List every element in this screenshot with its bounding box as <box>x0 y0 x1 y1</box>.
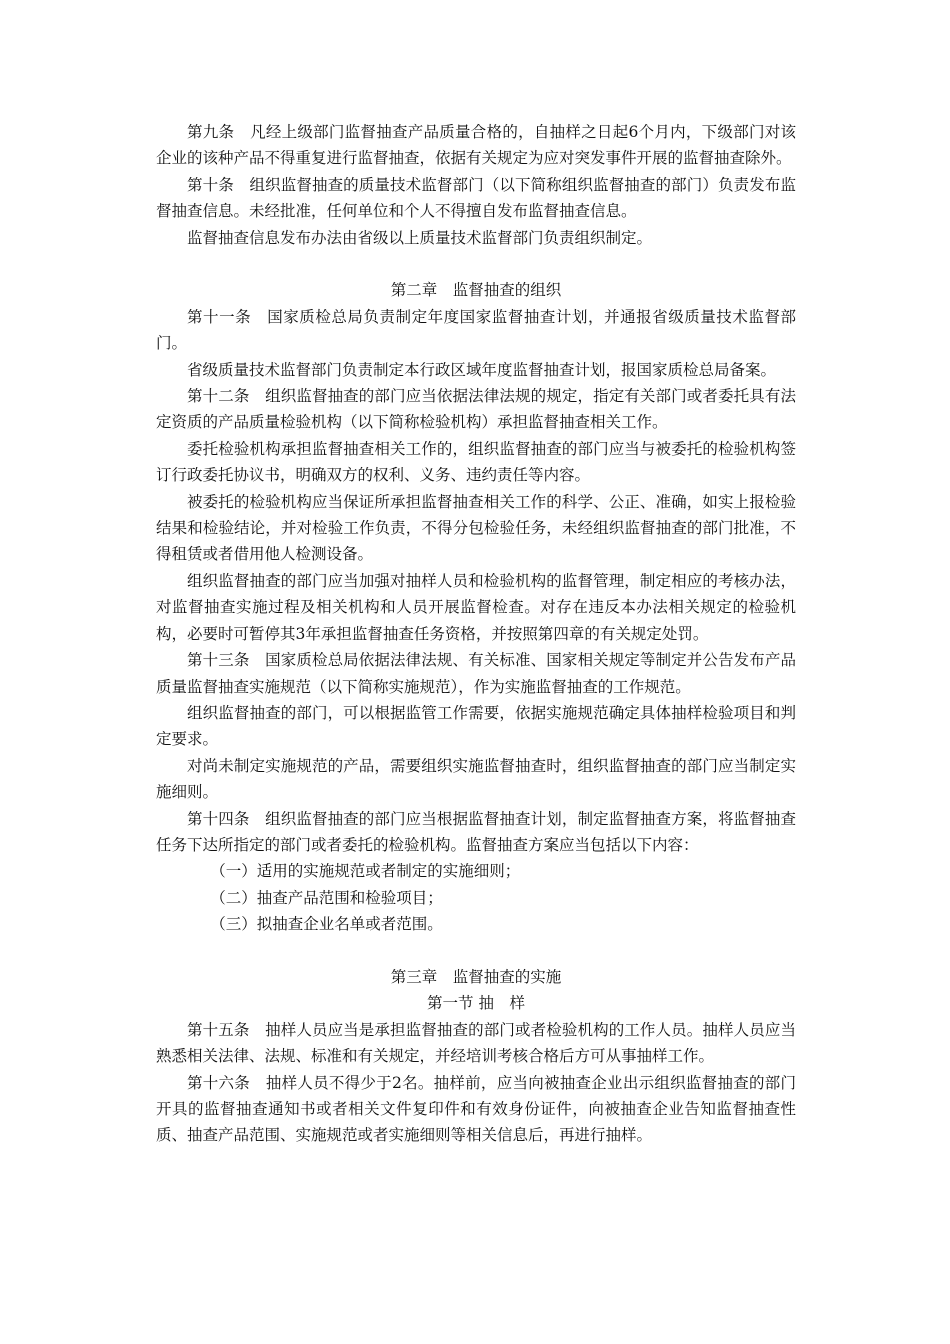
article-15: 第十五条 抽样人员应当是承担监督抽查的部门或者检验机构的工作人员。抽样人员应当熟悉相关法律、法规、标准和有关规定，并经培训考核合格后方可从事抽样工作。 <box>156 1020 796 1066</box>
article-12-paragraph-4: 组织监督抽查的部门应当加强对抽样人员和检验机构的监督管理，制定相应的考核办法，对监督抽查实施过程及相关机构和人员开展监督检查。对存在违反本办法相关规定的检验机构，必要时可暂停其3年承担监督抽查任务资格，并按照第四章的有关规定处罚。 <box>156 571 796 643</box>
list-item: （一）适用的实施规范或者制定的实施细则； <box>210 862 521 881</box>
chapter-3-title: 第三章 监督抽查的实施 <box>390 967 562 986</box>
article-11: 第十一条 国家质检总局负责制定年度国家监督抽查计划，并通报省级质量技术监督部门。 <box>156 307 796 353</box>
article-12: 第十二条 组织监督抽查的部门应当依据法律法规的规定，指定有关部门或者委托具有法定资质的产品质量检验机构（以下简称检验机构）承担监督抽查相关工作。 <box>156 387 796 432</box>
article-12-paragraph-2: 委托检验机构承担监督抽查相关工作的，组织监督抽查的部门应当与被委托的检验机构签订行政委托协议书，明确双方的权利、义务、违约责任等内容。 <box>156 439 796 485</box>
section-1-title: 第一节 抽 样 <box>427 994 525 1013</box>
article-11-paragraph-2: 省级质量技术监督部门负责制定本行政区域年度监督抽查计划，报国家质检总局备案。 <box>187 360 777 379</box>
article-13-paragraph-3: 对尚未制定实施规范的产品，需要组织实施监督抽查时，组织监督抽查的部门应当制定实施细则。 <box>156 756 796 802</box>
list-item: （二）抽查产品范围和检验项目； <box>210 888 443 907</box>
chapter-2-title: 第二章 监督抽查的组织 <box>390 281 562 300</box>
list-item: （三）拟抽查企业名单或者范围。 <box>210 915 443 934</box>
spacer <box>156 251 796 277</box>
article-14: 第十四条 组织监督抽查的部门应当根据监督抽查计划，制定监督抽查方案，将监督抽查任务下达所指定的部门或者委托的检验机构。监督抽查方案应当包括以下内容： <box>156 809 796 854</box>
document-page <box>156 119 796 1149</box>
article-13: 第十三条 国家质检总局依据法律法规、有关标准、国家相关规定等制定并公告发布产品质量监督抽查实施规范（以下简称实施规范），作为实施监督抽查的工作规范。 <box>156 651 796 696</box>
article-10-paragraph-2: 监督抽查信息发布办法由省级以上质量技术监督部门负责组织制定。 <box>187 228 653 247</box>
spacer <box>156 938 796 964</box>
article-9: 第九条 凡经上级部门监督抽查产品质量合格的，自抽样之日起6个月内，下级部门对该企业的该种产品不得重复进行监督抽查，依据有关规定为应对突发事件开展的监督抽查除外。 <box>156 123 796 168</box>
article-10: 第十条 组织监督抽查的质量技术监督部门（以下简称组织监督抽查的部门）负责发布监督抽查信息。未经批准，任何单位和个人不得擅自发布监督抽查信息。 <box>156 175 796 221</box>
article-12-paragraph-3: 被委托的检验机构应当保证所承担监督抽查相关工作的科学、公正、准确，如实上报检验结果和检验结论，并对检验工作负责，不得分包检验任务，未经组织监督抽查的部门批准，不得租赁或者借用他人检测设备。 <box>156 492 796 564</box>
article-13-paragraph-2: 组织监督抽查的部门，可以根据监管工作需要，依据实施规范确定具体抽样检验项目和判定要求。 <box>156 703 796 749</box>
article-16: 第十六条 抽样人员不得少于2名。抽样前，应当向被抽查企业出示组织监督抽查的部门开具的监督抽查通知书或者相关文件复印件和有效身份证件，向被抽查企业告知监督抽查性质、抽查产品范围、实施规范或者实施细则等相关信息后，再进行抽样。 <box>156 1073 796 1145</box>
